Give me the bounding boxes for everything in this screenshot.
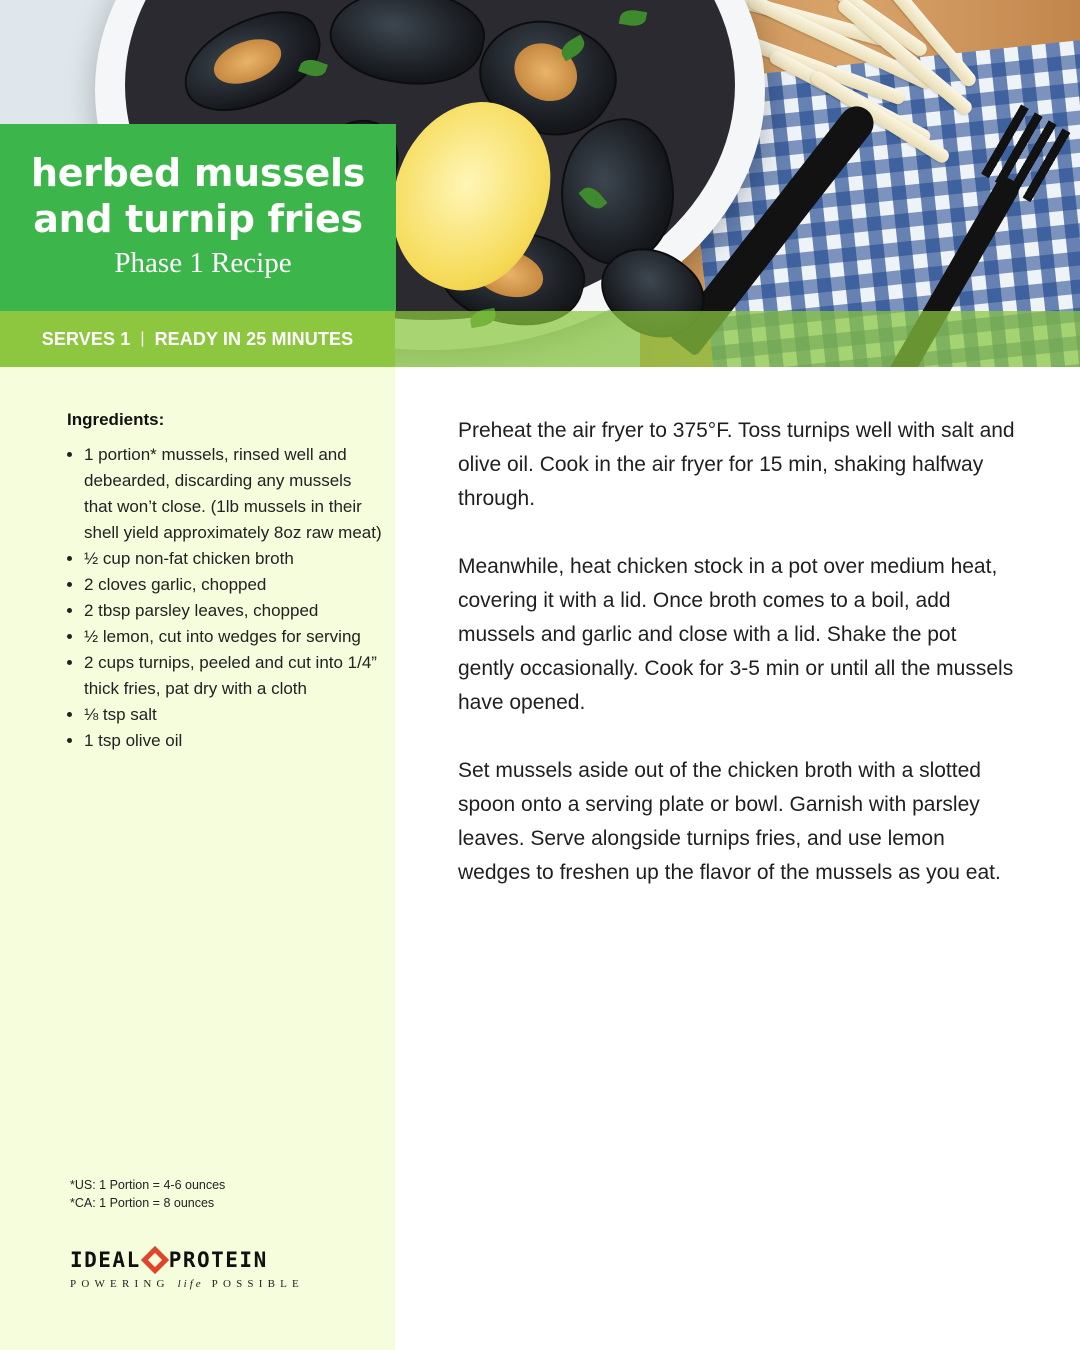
ingredient-item: • ½ cup non-fat chicken broth <box>84 546 384 572</box>
photo-green-band <box>395 311 1080 367</box>
instructions <box>458 414 1018 924</box>
instruction-step: Set mussels aside out of the chicken broth with a slotted spoon onto a serving plate or bowl. Garnish with parsley leaves. Serve alongside turnips fries, and use lemon wedges to freshen up the flavor of the mussels as you eat. <box>458 759 1001 884</box>
ideal-protein-logo <box>70 1248 340 1290</box>
ingredient-item: • 1 portion* mussels, rinsed well and debearded, discarding any mussels that won’t close. (1lb mussels in their shell yield approximately 8oz raw meat) <box>84 442 384 546</box>
recipe-info-band <box>0 311 395 367</box>
tagline-right: POSSIBLE <box>211 1278 304 1290</box>
recipe-phase: Phase 1 Recipe <box>114 247 292 279</box>
recipe-title-line1: herbed mussels <box>30 151 366 195</box>
logo-mark-icon <box>141 1246 169 1274</box>
tagline-mid: life <box>177 1278 204 1290</box>
ingredient-item: • 2 cups turnips, peeled and cut into 1/4” thick fries, pat dry with a cloth <box>84 650 384 702</box>
serves-label: SERVES 1 <box>41 328 131 349</box>
tagline-left: POWERING <box>70 1278 170 1290</box>
footnote-us: *US: 1 Portion = 4-6 ounces <box>70 1178 226 1192</box>
ingredients-list <box>56 442 384 754</box>
logo-wordmark <box>70 1248 340 1272</box>
logo-word-right: PROTEIN <box>168 1248 268 1272</box>
recipe-title <box>0 124 396 242</box>
ingredient-item: • 2 cloves garlic, chopped <box>84 572 384 598</box>
instruction-step: Meanwhile, heat chicken stock in a pot over medium heat, covering it with a lid. Once broth comes to a boil, add mussels and garlic and close with a lid. Shake the pot gently occasionally. Cook for 3-5 min or until all the mussels have opened. <box>458 555 1014 714</box>
instruction-step: Preheat the air fryer to 375°F. Toss turnips well with salt and olive oil. Cook in the air fryer for 15 min, shaking halfway through. <box>458 419 1015 510</box>
portion-footnotes <box>70 1176 225 1212</box>
recipe-title-box <box>0 124 396 311</box>
ingredient-item: • 2 tbsp parsley leaves, chopped <box>84 598 384 624</box>
ingredient-item: • ⅛ tsp salt <box>84 702 384 728</box>
logo-tagline <box>70 1278 340 1290</box>
footnote-ca: *CA: 1 Portion = 8 ounces <box>70 1196 215 1210</box>
ready-time-label: READY IN 25 MINUTES <box>154 328 354 349</box>
ingredient-item: • ½ lemon, cut into wedges for serving <box>84 624 384 650</box>
ingredient-item: • 1 tsp olive oil <box>84 728 384 754</box>
ingredients-heading: Ingredients: <box>67 410 165 429</box>
logo-word-left: IDEAL <box>70 1248 141 1272</box>
info-separator: | <box>140 330 145 347</box>
recipe-title-line2: and turnip fries <box>33 197 363 241</box>
